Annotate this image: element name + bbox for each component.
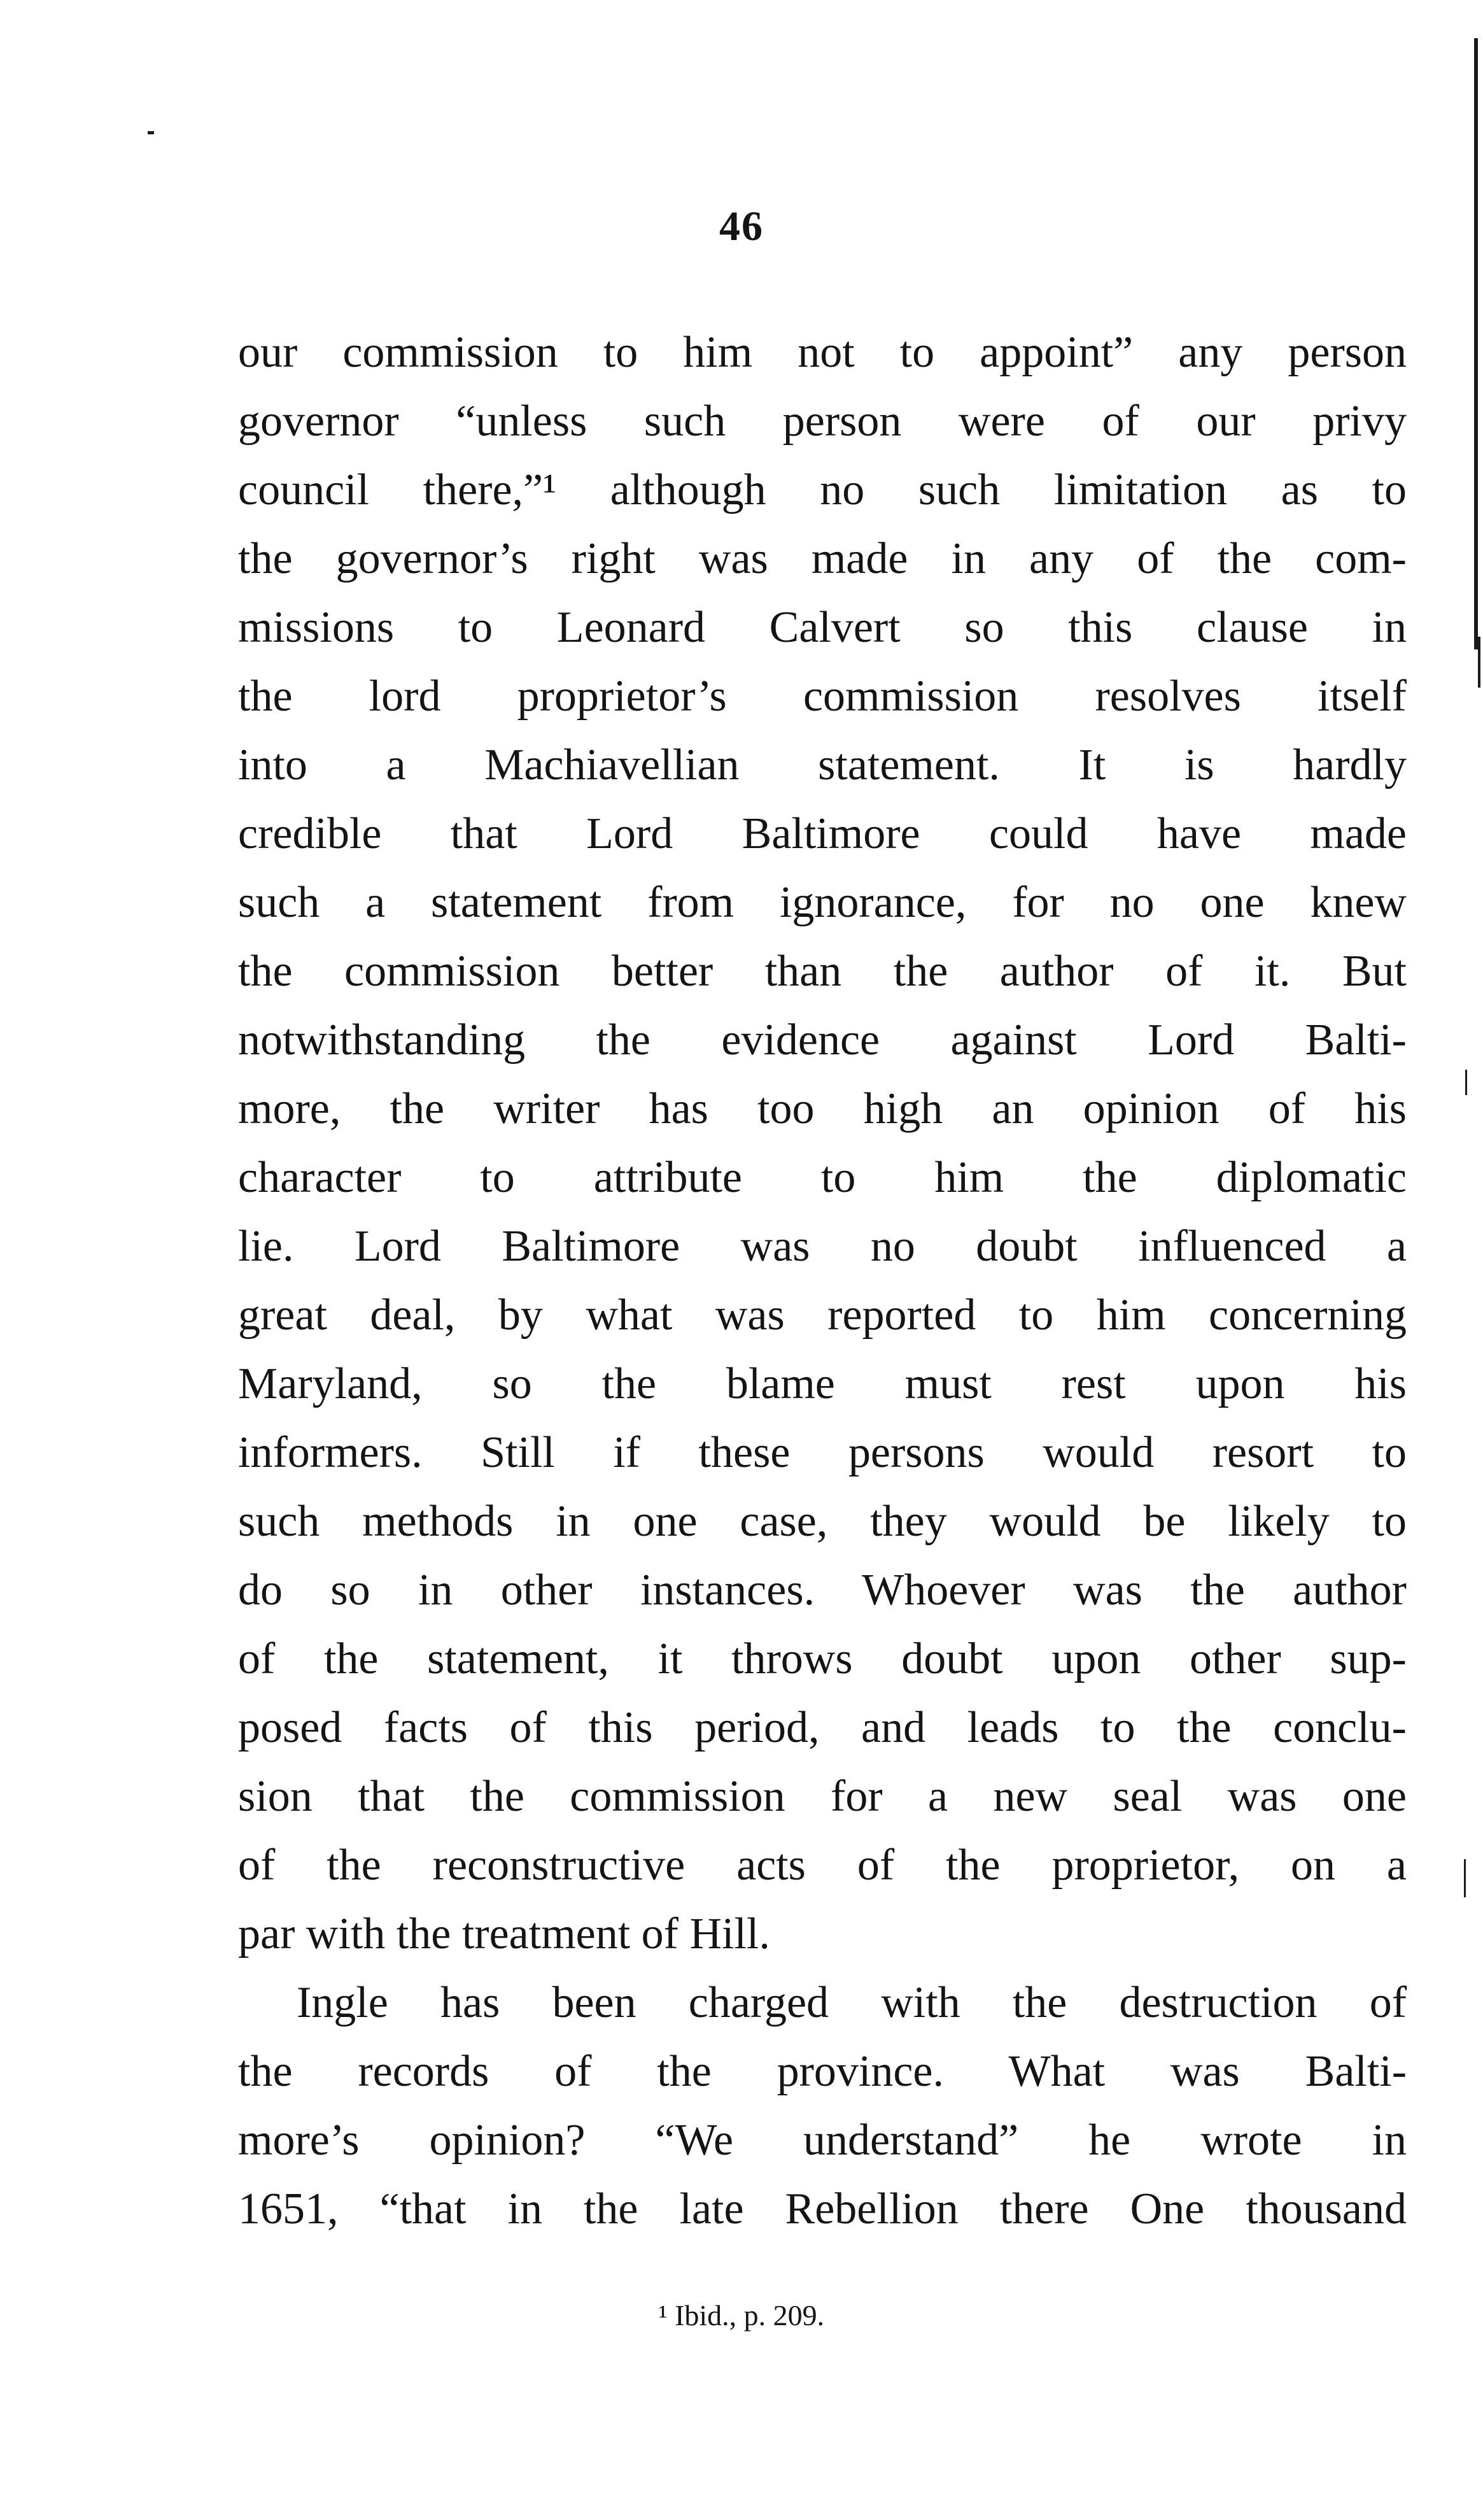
body-text (238, 318, 1407, 2244)
page-edge-shadow (1474, 38, 1478, 649)
page-edge-mark (1465, 1070, 1467, 1095)
text-line: par with the treatment of Hill. (238, 1909, 770, 1958)
text-line: the governor’s right was made in any of the com- (238, 534, 1407, 583)
text-line: of the reconstructive acts of the proprietor, on a (238, 1841, 1407, 1890)
text-line: the lord proprietor’s commission resolves itself (238, 672, 1407, 721)
text-line: the commission better than the author of it. But (238, 947, 1407, 996)
page-edge-shadow (1478, 637, 1480, 688)
text-line: into a Machiavellian statement. It is hardly (238, 740, 1407, 789)
text-line: great deal, by what was reported to him concerning (238, 1291, 1407, 1340)
page-edge-mark (1464, 1859, 1466, 1897)
text-line: Maryland, so the blame must rest upon his (238, 1359, 1407, 1408)
page-number: 46 (719, 203, 764, 250)
text-line: more’s opinion? “We understand” he wrote in (238, 2116, 1407, 2165)
text-line: governor “unless such person were of our privy (238, 397, 1407, 446)
text-line: the records of the province. What was Balti- (238, 2047, 1407, 2096)
text-line: posed facts of this period, and leads to the conclu- (238, 1703, 1407, 1752)
text-line: do so in other instances. Whoever was the author (238, 1566, 1407, 1615)
footnote: ¹ Ibid., p. 209. (658, 2299, 825, 2332)
text-line: such methods in one case, they would be likely to (238, 1497, 1407, 1546)
text-line: more, the writer has too high an opinion of his (238, 1084, 1407, 1133)
text-line: missions to Leonard Calvert so this clause in (238, 603, 1407, 652)
text-line: our commission to him not to appoint” any person (238, 328, 1407, 377)
text-line: Ingle has been charged with the destruction of (297, 1978, 1407, 2027)
text-line: character to attribute to him the diplomatic (238, 1153, 1407, 1202)
text-line: credible that Lord Baltimore could have made (238, 809, 1407, 858)
text-line: informers. Still if these persons would resort to (238, 1428, 1407, 1477)
text-line: 1651, “that in the late Rebellion there One thousand (238, 2184, 1407, 2233)
text-line: notwithstanding the evidence against Lord Balti- (238, 1016, 1407, 1065)
text-line: lie. Lord Baltimore was no doubt influenced a (238, 1222, 1407, 1271)
text-line: of the statement, it throws doubt upon other sup- (238, 1634, 1407, 1683)
text-line: sion that the commission for a new seal was one (238, 1772, 1407, 1821)
page-speck (148, 131, 154, 134)
text-line: council there,”¹ although no such limitation as to (238, 465, 1407, 514)
text-line: such a statement from ignorance, for no one knew (238, 878, 1407, 927)
